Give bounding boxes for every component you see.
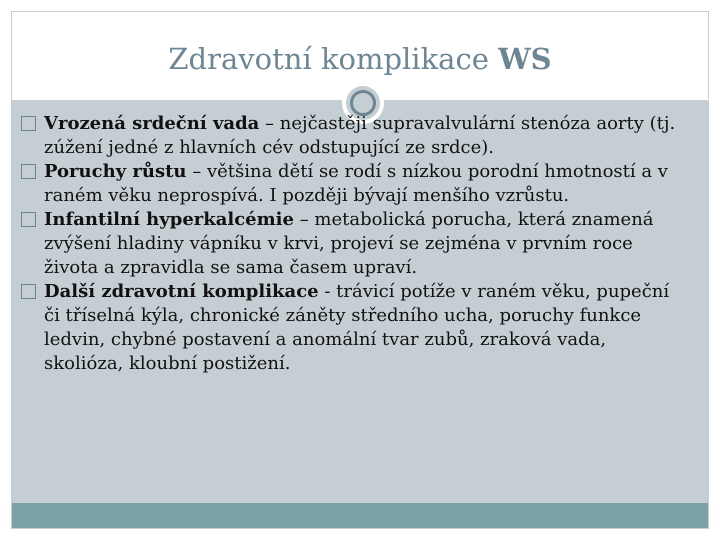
divider-line-left bbox=[12, 99, 332, 100]
square-bullet-icon bbox=[21, 284, 36, 299]
bullet-text: – metabolická porucha, která znamená zvýšení hladiny vápníku v krvi, projeví se zejména v prvním roce života a zpravidla se sama časem upraví. bbox=[44, 209, 654, 278]
bottom-bar bbox=[12, 503, 708, 528]
bullet-list bbox=[20, 112, 688, 376]
bullet-heading: Poruchy růstu bbox=[44, 161, 187, 182]
list-item bbox=[20, 280, 688, 376]
square-bullet-icon bbox=[21, 212, 36, 227]
list-item bbox=[20, 160, 688, 208]
bullet-text: – nejčastěji supravalvulární stenóza aorty (tj. zúžení jedné z hlavních cév odstupující ze srdce). bbox=[44, 113, 676, 158]
title-bold: WS bbox=[498, 42, 552, 76]
list-item bbox=[20, 112, 688, 160]
divider-line-right bbox=[386, 99, 710, 100]
square-bullet-icon bbox=[21, 164, 36, 179]
bullet-text: – většina dětí se rodí s nízkou porodní hmotností a v raném věku neprospívá. I později bývají menšího vzrůstu. bbox=[44, 161, 668, 206]
title-main: Zdravotní komplikace bbox=[168, 42, 489, 76]
page-title bbox=[12, 42, 708, 76]
list-item bbox=[20, 208, 688, 280]
bullet-text: - trávicí potíže v raném věku, pupeční či tříselná kýla, chronické záněty středního ucha, poruchy funkce ledvin, chybné postavení a anomální tvar zubů, zraková vada, skolióza, kloubní postižení. bbox=[44, 281, 670, 374]
bullet-heading: Infantilní hyperkalcémie bbox=[44, 209, 294, 230]
square-bullet-icon bbox=[21, 116, 36, 131]
bullet-heading: Další zdravotní komplikace bbox=[44, 281, 319, 302]
bullet-heading: Vrozená srdeční vada bbox=[44, 113, 260, 134]
